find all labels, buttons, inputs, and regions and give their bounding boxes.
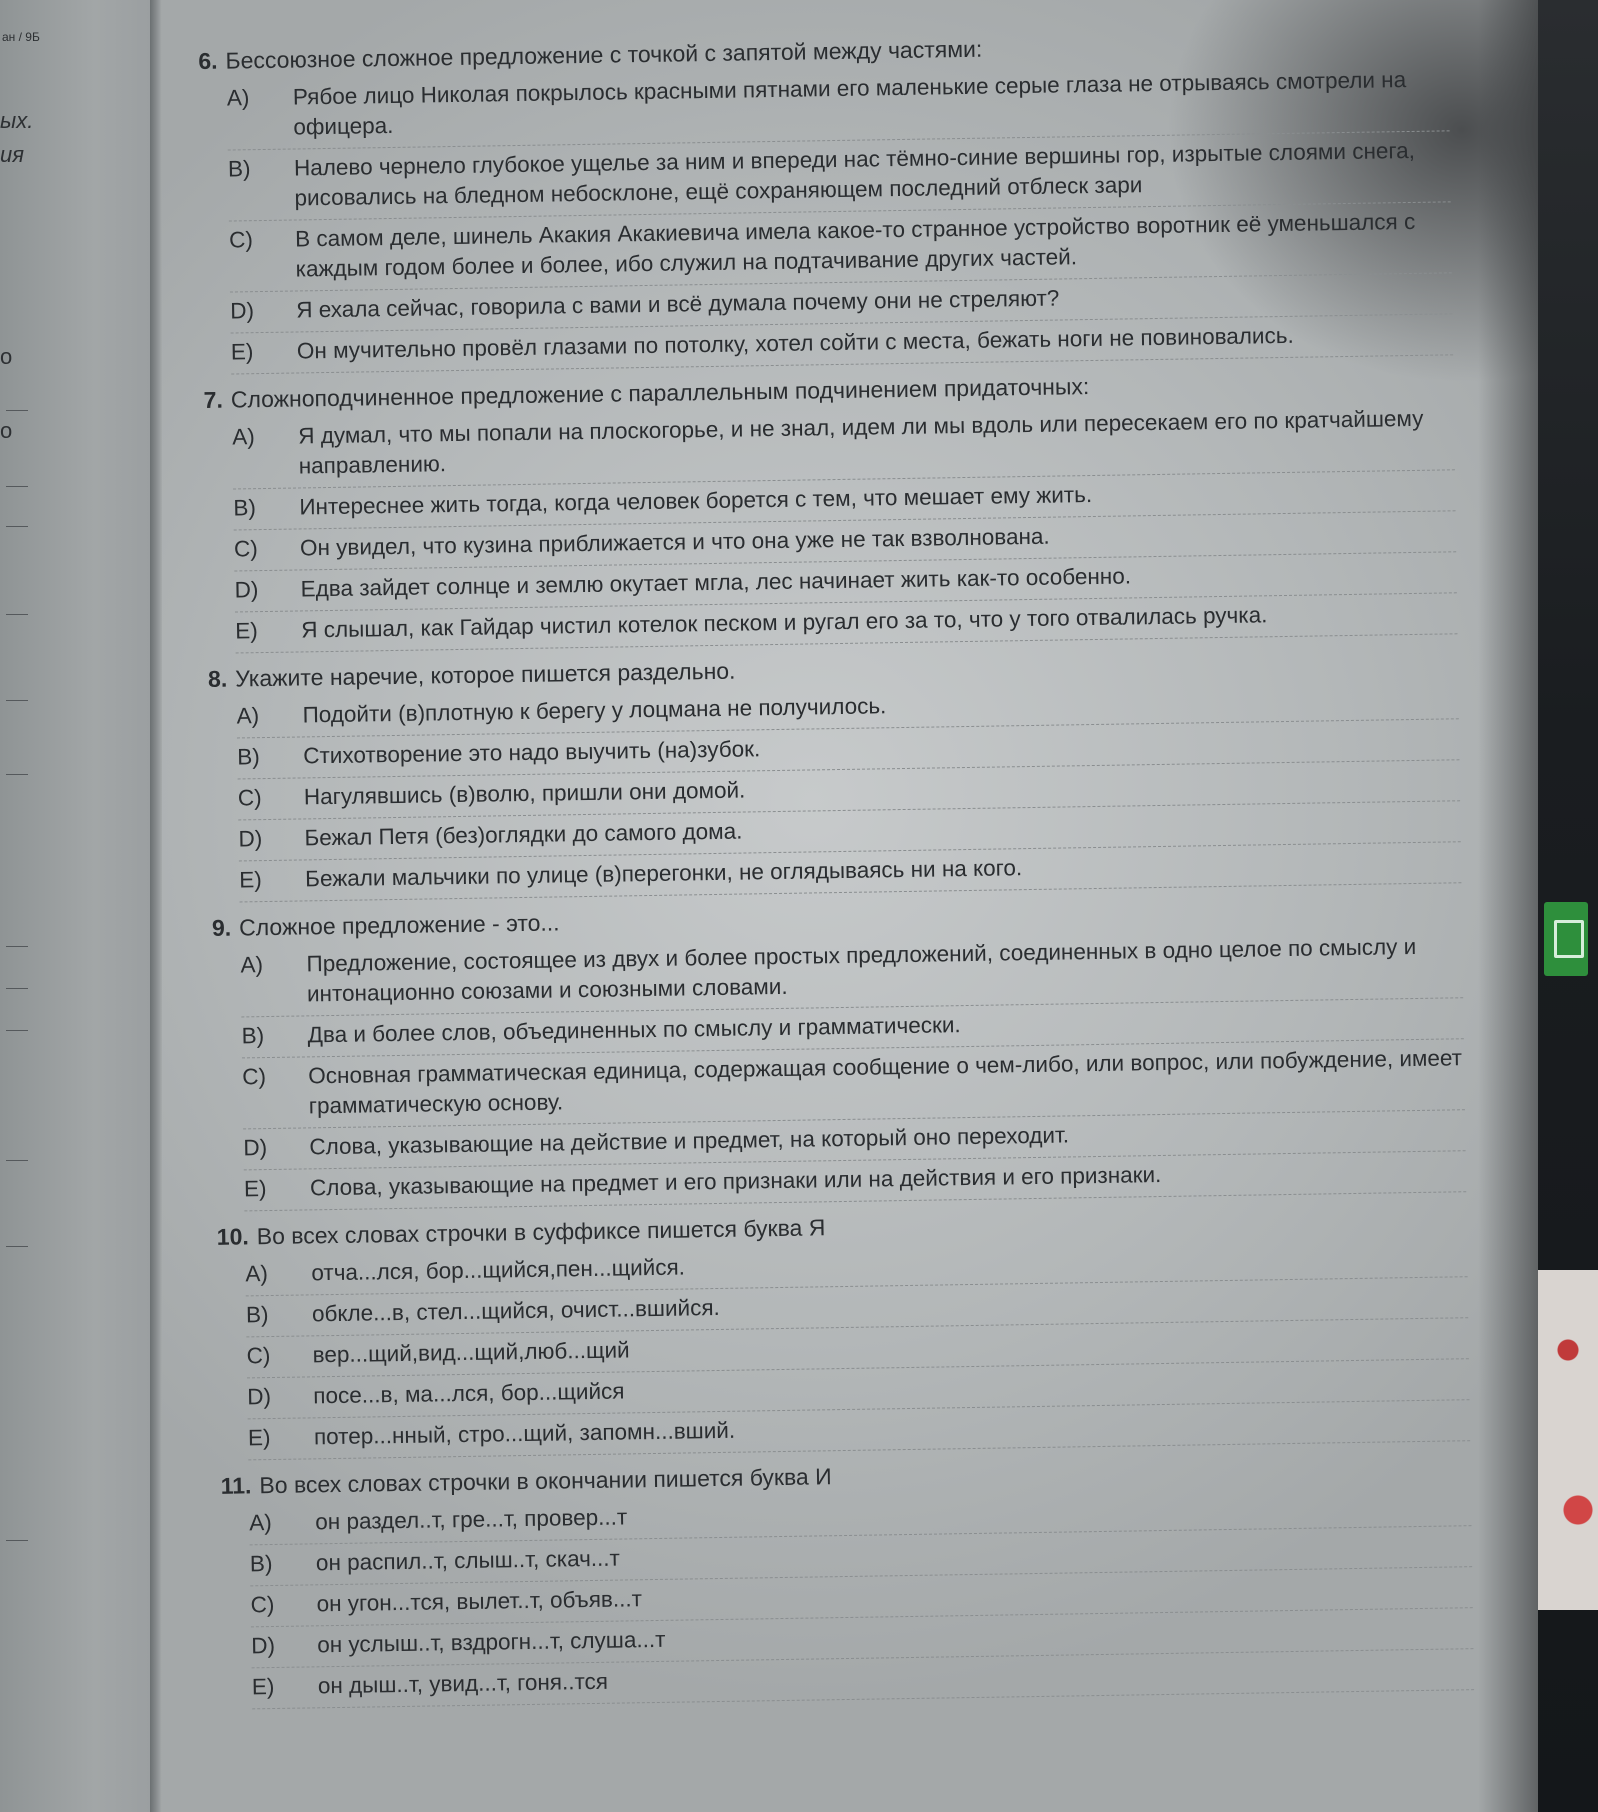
- question-9: [212, 887, 1467, 1212]
- option-letter: B): [241, 1023, 265, 1049]
- option-text: Я ехала сейчас, говорила с вами и всё думала почему они не стреляют?: [296, 285, 1060, 323]
- option-text: Бежали мальчики по улице (в)перегонки, не оглядываясь ни на кого.: [304, 855, 1023, 892]
- question-6: [198, 20, 1453, 375]
- option-text: Я думал, что мы попали на плоскогорье, и не знал, идем ли мы вдоль или пересекаем его по кратчайшему направлению.: [298, 405, 1424, 479]
- option-text: отча...лся, бор...щийся,пен...щийся.: [311, 1254, 686, 1286]
- option-letter: C): [246, 1343, 271, 1369]
- option-letter: C): [237, 785, 262, 811]
- option-letter: E): [235, 618, 258, 644]
- option-text: В самом деле, шинель Акакия Акакиевича имела какое-то странное устройство воротник её уменьшался с каждым годом более и более, ибо служил на подтачивание других частей.: [294, 208, 1416, 282]
- question-number: 7.: [203, 386, 224, 413]
- option-text: Нагулявшись (в)волю, пришли они домой.: [303, 777, 746, 810]
- option-text: обкле...в, стел...щийся, очист...вшийся.: [311, 1294, 721, 1327]
- question-prompt: Во всех словах строчки в суффиксе пишется буква Я: [256, 1214, 826, 1250]
- left-page-line: [6, 1246, 28, 1247]
- question-number: 9.: [211, 914, 232, 941]
- option-text: вер...щий,вид...щий,люб...щий: [312, 1337, 630, 1368]
- option-letter: A): [226, 85, 250, 111]
- options: [249, 1485, 1474, 1709]
- option-letter: B): [227, 156, 251, 182]
- option-text: Он увидел, что кузина приближается и что она уже не так взволнована.: [299, 523, 1050, 561]
- left-page-line: [6, 410, 28, 411]
- emergency-exit-sign-icon: [1544, 902, 1588, 976]
- option-letter: D): [243, 1135, 268, 1161]
- option-text: Предложение, состоящее из двух и более простых предложений, соединенных в одно целое по смыслу и интонационно союзами и союзными словами.: [306, 933, 1417, 1007]
- option-text: Стихотворение это надо выучить (на)зубок.: [303, 736, 761, 769]
- left-page-fragment: о: [0, 344, 13, 369]
- option-text: Интереснее жить тогда, когда человек борется с тем, что мешает ему жить.: [299, 482, 1093, 520]
- question-prompt: Укажите наречие, которое пишется раздельно.: [235, 657, 736, 692]
- option-text: Слова, указывающие на действие и предмет, на который оно переходит.: [309, 1122, 1070, 1160]
- question-list: [198, 20, 1474, 1713]
- option-text: Рябое лицо Николая покрылось красными пятнами его маленькие серые глаза не отрываясь смотрели на офицера.: [292, 67, 1407, 140]
- option-text: Слова, указывающие на предмет и его признаки или на действия и его признаки.: [309, 1162, 1162, 1201]
- option-text: Едва зайдет солнце и землю окутает мгла, лес начинает жить как-то особенно.: [300, 563, 1132, 602]
- left-page-line: [6, 1540, 28, 1541]
- options: [227, 60, 1453, 374]
- option-text: он распил..т, слыш..т, скач...т: [315, 1545, 621, 1576]
- options: [240, 927, 1466, 1211]
- option-letter: A): [249, 1510, 272, 1536]
- left-page-line: [6, 988, 28, 989]
- worksheet-page: [162, 0, 1538, 1812]
- page-shadow: [1478, 0, 1538, 1812]
- option-letter: E): [247, 1425, 271, 1451]
- left-page-line: [6, 774, 28, 775]
- option-letter: C): [242, 1064, 267, 1090]
- option-letter: B): [237, 744, 260, 770]
- option-letter: A): [245, 1261, 269, 1287]
- left-page-fragment: ия: [0, 142, 24, 167]
- question-number: 8.: [207, 665, 228, 692]
- question-number: 11.: [220, 1472, 252, 1499]
- question-number: 6.: [198, 47, 218, 74]
- option-text: Два и более слов, объединенных по смыслу и грамматически.: [307, 1012, 961, 1048]
- option-text: он услыш..т, вздрогн...т, слуша...т: [317, 1626, 666, 1658]
- left-page-fragment: о: [0, 418, 13, 443]
- option-letter: D): [247, 1384, 272, 1410]
- left-page-line: [6, 1160, 28, 1161]
- option-text: потер...нный, стро...щий, запомн...вший.: [313, 1417, 736, 1450]
- options: [245, 1236, 1470, 1460]
- option-text: Основная грамматическая единица, содержащая сообщение о чем-либо, или вопрос, или побуждение, имеет грамматическую основу.: [308, 1045, 1463, 1119]
- question-8: [208, 638, 1462, 903]
- option-letter: B): [249, 1551, 273, 1577]
- patterned-fabric: [1538, 1270, 1598, 1610]
- left-page-line: [6, 700, 28, 701]
- option-letter: A): [232, 424, 255, 450]
- question-prompt: Бессоюзное сложное предложение с точкой с запятой между частями:: [225, 35, 983, 74]
- option-letter: D): [234, 577, 259, 603]
- left-page-line: [6, 526, 28, 527]
- question-7: [203, 359, 1457, 654]
- option-text: он дыш..т, увид...т, гоня..тся: [317, 1668, 609, 1699]
- left-page-edge: [0, 0, 158, 1812]
- question-number: 10.: [216, 1223, 249, 1250]
- option-text: Бежал Петя (без)оглядки до самого дома.: [304, 818, 743, 851]
- question-11: [220, 1445, 1474, 1710]
- option-letter: B): [233, 495, 257, 521]
- option-text: он раздел..т, гре...т, провер...т: [315, 1504, 628, 1535]
- options: [236, 678, 1461, 902]
- left-page-line: [6, 614, 28, 615]
- option-letter: A): [236, 703, 260, 729]
- option-text: Налево чернело глубокое ущелье за ним и впереди нас тёмно-синие вершины гор, изрытые слоями снега, рисовались на бледном небосклоне, ещё сохраняющем последний отблеск зари: [293, 137, 1416, 211]
- option-text: посе...в, ма...лся, бор...щийся: [313, 1378, 625, 1409]
- option-letter: B): [245, 1302, 269, 1328]
- option-letter: D): [230, 298, 255, 324]
- question-prompt: Сложноподчиненное предложение с параллельным подчинением придаточных:: [230, 373, 1090, 413]
- options: [232, 399, 1458, 653]
- option-letter: E): [251, 1674, 275, 1700]
- option-text: он угон...тся, вылет..т, объяв...т: [316, 1586, 643, 1617]
- background-wall: [1538, 0, 1598, 1812]
- option-letter: D): [251, 1632, 276, 1659]
- left-page-tag: ан / 9Б: [2, 30, 40, 44]
- option-letter: C): [228, 227, 254, 253]
- option-letter: D): [238, 826, 263, 852]
- option-letter: C): [233, 536, 258, 562]
- question-prompt: Во всех словах строчки в окончании пишется буква И: [259, 1463, 832, 1499]
- option-letter: E): [243, 1176, 267, 1202]
- question-prompt: Сложное предложение - это...: [238, 909, 560, 941]
- option-letter: E): [239, 867, 262, 893]
- option-text: Я слышал, как Гайдар чистил котелок песком и ругал его за то, что у того отвалилась ручка.: [301, 602, 1268, 643]
- option-text: Он мучительно провёл глазами по потолку, хотел сойти с места, бежать ноги не повиновались.: [296, 322, 1294, 364]
- option-letter: C): [250, 1591, 275, 1618]
- left-page-line: [6, 1030, 28, 1031]
- left-page-fragment: ых.: [0, 108, 34, 133]
- left-page-line: [6, 946, 28, 947]
- option-letter: E): [230, 339, 254, 365]
- option-text: Подойти (в)плотную к берегу у лоцмана не получилось.: [302, 693, 887, 728]
- book-spine: [150, 0, 162, 1812]
- question-10: [216, 1196, 1470, 1461]
- option-letter: A): [240, 952, 264, 978]
- left-page-line: [6, 486, 28, 487]
